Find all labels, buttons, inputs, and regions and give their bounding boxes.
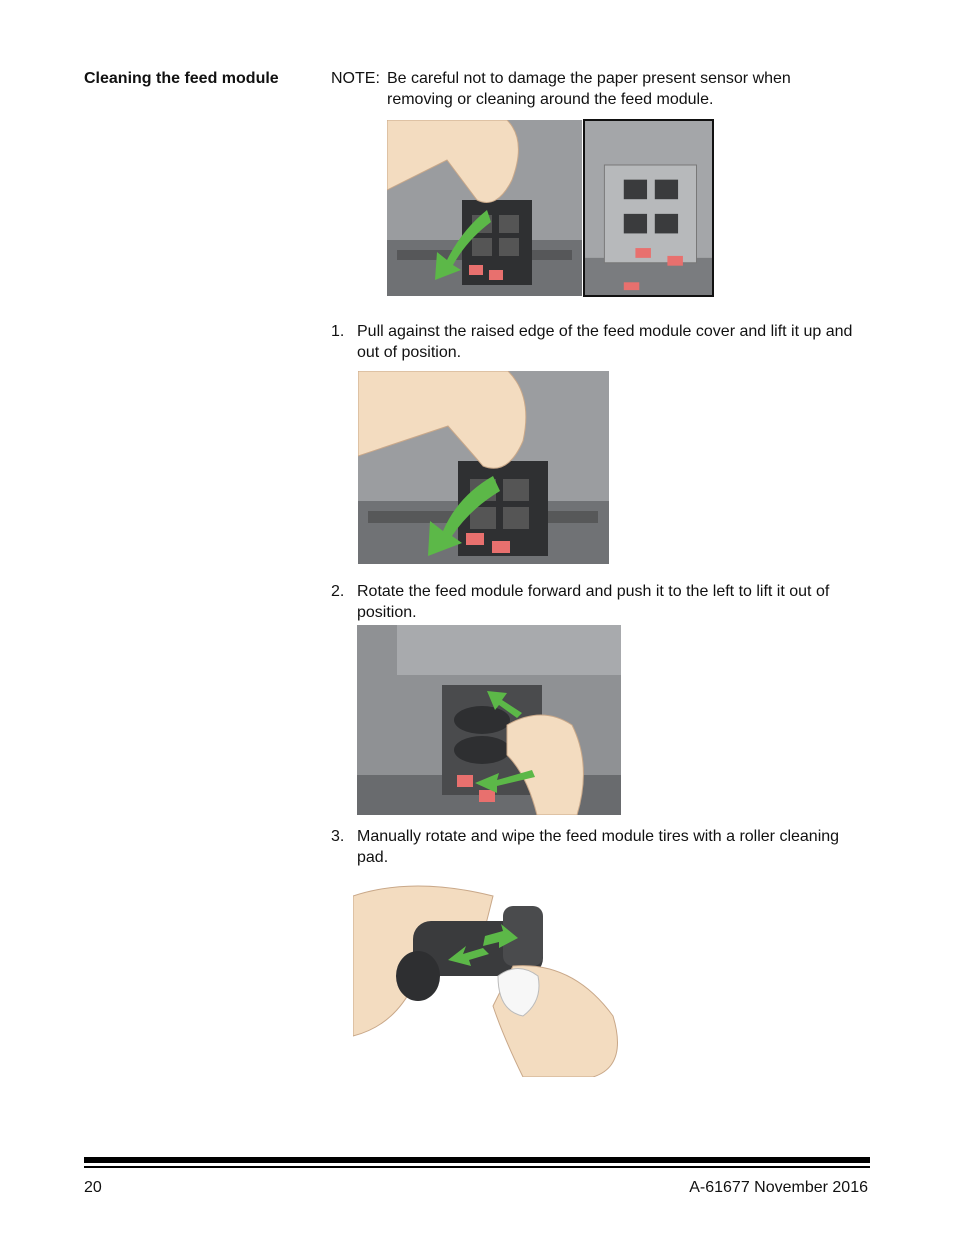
step-text: Rotate the feed module forward and push it to the left to lift it out of position. bbox=[357, 583, 830, 621]
step-text: Manually rotate and wipe the feed module tires with a roller cleaning pad. bbox=[357, 828, 840, 866]
footer-rule-thick bbox=[84, 1157, 870, 1163]
feed-module-closeup-photo bbox=[583, 119, 714, 297]
wipe-rollers-photo bbox=[353, 876, 623, 1077]
footer-page-number: 20 bbox=[84, 1179, 102, 1196]
note-text: Be careful not to damage the paper present sensor when removing or cleaning around the feed module. bbox=[387, 70, 791, 108]
lift-cover-photo bbox=[358, 371, 609, 564]
rotate-feed-module-photo bbox=[357, 625, 621, 815]
step-text: Pull against the raised edge of the feed module cover and lift it up and out of position. bbox=[357, 323, 853, 361]
footer-rule-thin bbox=[84, 1166, 870, 1168]
step-number: 1. bbox=[331, 323, 345, 340]
footer-doc-id: A-61677 November 2016 bbox=[689, 1179, 868, 1196]
step-number: 2. bbox=[331, 583, 345, 600]
note-label: NOTE: bbox=[331, 70, 380, 87]
section-heading: Cleaning the feed module bbox=[84, 70, 279, 87]
feed-module-cover-photo bbox=[387, 120, 582, 296]
step-number: 3. bbox=[331, 828, 345, 845]
